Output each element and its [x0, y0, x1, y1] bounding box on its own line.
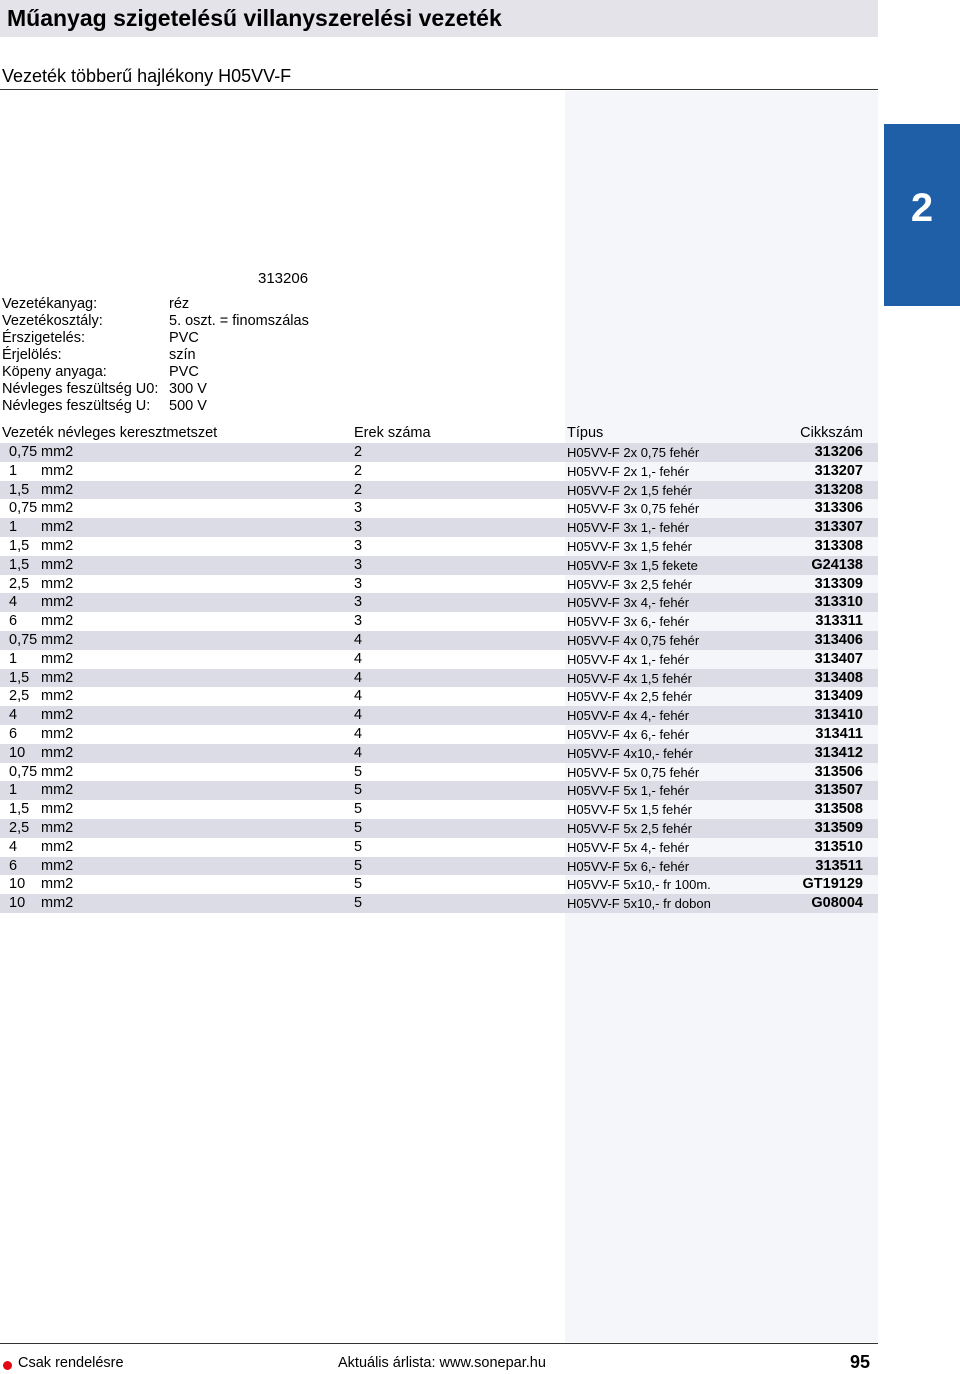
cell-code: 313411	[815, 725, 863, 742]
footer-order-note: Csak rendelésre	[18, 1355, 124, 1371]
cell-cores: 4	[354, 669, 363, 686]
cell-cores: 3	[354, 594, 363, 611]
cell-size: 6	[9, 725, 18, 742]
cell-unit: mm2	[41, 688, 74, 705]
cell-size: 6	[9, 857, 18, 874]
cell-size: 0,75	[9, 500, 38, 517]
cell-size: 4	[9, 594, 18, 611]
cell-code: 313408	[814, 669, 863, 686]
cell-size: 0,75	[9, 631, 38, 648]
cell-cores: 4	[354, 688, 363, 705]
cell-type: H05VV-F 5x10,- fr 100m.	[567, 877, 711, 893]
cell-size: 4	[9, 838, 18, 855]
cell-type: H05VV-F 3x 1,5 fehér	[567, 538, 693, 554]
cell-cores: 4	[354, 744, 363, 761]
table-row	[0, 763, 878, 782]
header-cores: Erek száma	[354, 425, 431, 441]
cell-size: 2,5	[9, 819, 30, 836]
table-row	[0, 556, 878, 575]
cell-code: 313410	[814, 707, 863, 724]
cell-unit: mm2	[41, 725, 74, 742]
table-row	[0, 575, 878, 594]
spec-label: Névleges feszültség U0:	[2, 381, 159, 397]
spec-label: Vezetékanyag:	[2, 296, 98, 312]
cell-cores: 4	[354, 650, 363, 667]
spec-row	[2, 347, 309, 364]
cell-cores: 5	[354, 782, 363, 799]
cell-code: 313308	[814, 537, 863, 554]
table-row	[0, 443, 878, 462]
cell-type: H05VV-F 2x 1,5 fehér	[567, 482, 693, 498]
order-only-dot-icon	[3, 1361, 12, 1370]
cell-cores: 5	[354, 819, 363, 836]
cell-code: G24138	[811, 556, 863, 573]
cell-cores: 4	[354, 631, 363, 648]
cell-type: H05VV-F 5x 0,75 fehér	[567, 764, 700, 780]
cell-cores: 3	[354, 500, 363, 517]
cell-type: H05VV-F 4x10,- fehér	[567, 745, 693, 761]
spec-label: Köpeny anyaga:	[2, 364, 107, 380]
cell-type: H05VV-F 3x 1,- fehér	[567, 520, 690, 536]
cell-code: 313509	[814, 819, 863, 836]
table-header	[0, 425, 878, 443]
header-code: Cikkszám	[800, 425, 863, 441]
cell-unit: mm2	[41, 575, 74, 592]
cell-code: 313306	[814, 500, 863, 517]
cell-type: H05VV-F 4x 1,- fehér	[567, 651, 690, 667]
page-title: Műanyag szigetelésű villanyszerelési vezeték	[7, 5, 502, 31]
table-row	[0, 612, 878, 631]
table-row	[0, 706, 878, 725]
cell-code: 313309	[814, 575, 863, 592]
cell-cores: 3	[354, 556, 363, 573]
table-row	[0, 725, 878, 744]
table-row	[0, 894, 878, 913]
cell-unit: mm2	[41, 895, 74, 912]
cell-cores: 3	[354, 613, 363, 630]
chapter-tab[interactable]	[884, 124, 960, 306]
spec-row	[2, 330, 309, 347]
footer-price-list[interactable]: Aktuális árlista: www.sonepar.hu	[338, 1355, 546, 1371]
cell-code: 313311	[815, 613, 863, 630]
cell-code: 313510	[814, 838, 863, 855]
table-row	[0, 518, 878, 537]
spec-row	[2, 296, 309, 313]
cell-unit: mm2	[41, 650, 74, 667]
cell-unit: mm2	[41, 707, 74, 724]
table-row	[0, 857, 878, 876]
cell-unit: mm2	[41, 763, 74, 780]
cell-cores: 5	[354, 763, 363, 780]
cell-code: 313406	[814, 631, 863, 648]
cell-type: H05VV-F 3x 6,- fehér	[567, 614, 690, 630]
cell-type: H05VV-F 5x10,- fr dobon	[567, 896, 711, 912]
cell-unit: mm2	[41, 631, 74, 648]
cell-unit: mm2	[41, 782, 74, 799]
footer-divider	[0, 1343, 878, 1344]
cell-unit: mm2	[41, 669, 74, 686]
cell-size: 1	[9, 519, 18, 536]
cell-cores: 3	[354, 537, 363, 554]
cell-size: 0,75	[9, 444, 38, 460]
cell-type: H05VV-F 5x 6,- fehér	[567, 858, 690, 874]
cell-unit: mm2	[41, 744, 74, 761]
cell-cores: 2	[354, 481, 363, 498]
table-row	[0, 819, 878, 838]
spec-row	[2, 313, 309, 330]
spec-value: 5. oszt. = finomszálas	[169, 313, 309, 329]
cell-size: 10	[9, 876, 26, 893]
cell-unit: mm2	[41, 594, 74, 611]
table-row	[0, 499, 878, 518]
cell-type: H05VV-F 3x 0,75 fehér	[567, 501, 700, 517]
cell-type: H05VV-F 5x 2,5 fehér	[567, 820, 693, 836]
spec-value: réz	[169, 296, 190, 312]
cell-unit: mm2	[41, 857, 74, 874]
cell-cores: 5	[354, 857, 363, 874]
spec-label: Érszigetelés:	[2, 330, 86, 346]
cell-unit: mm2	[41, 876, 74, 893]
cell-cores: 5	[354, 838, 363, 855]
cell-unit: mm2	[41, 481, 74, 498]
table-row	[0, 687, 878, 706]
table-row	[0, 593, 878, 612]
table-row	[0, 800, 878, 819]
cell-size: 1,5	[9, 556, 30, 573]
table-row	[0, 781, 878, 800]
cell-type: H05VV-F 2x 0,75 fehér	[567, 445, 700, 460]
cell-type: H05VV-F 3x 4,- fehér	[567, 595, 690, 611]
cell-unit: mm2	[41, 801, 74, 818]
header-type: Típus	[567, 425, 604, 441]
cell-cores: 5	[354, 801, 363, 818]
cell-unit: mm2	[41, 556, 74, 573]
cell-type: H05VV-F 4x 0,75 fehér	[567, 632, 700, 648]
cell-size: 2,5	[9, 688, 30, 705]
cell-type: H05VV-F 5x 1,5 fehér	[567, 802, 693, 818]
cell-cores: 3	[354, 575, 363, 592]
cell-cores: 5	[354, 895, 363, 912]
cell-code: 313511	[815, 857, 863, 874]
page-number: 95	[850, 1352, 871, 1372]
cell-type: H05VV-F 4x 2,5 fehér	[567, 689, 693, 705]
table-row	[0, 481, 878, 500]
cell-cores: 5	[354, 876, 363, 893]
table-row	[0, 462, 878, 481]
cell-type: H05VV-F 2x 1,- fehér	[567, 463, 690, 479]
cell-unit: mm2	[41, 500, 74, 517]
cell-size: 4	[9, 707, 18, 724]
spec-label: Érjelölés:	[2, 347, 62, 363]
cell-type: H05VV-F 3x 1,5 fekete	[567, 557, 698, 573]
cell-unit: mm2	[41, 819, 74, 836]
cell-type: H05VV-F 5x 1,- fehér	[567, 783, 690, 799]
table-row	[0, 631, 878, 650]
cell-code: 313207	[814, 462, 863, 479]
cell-type: H05VV-F 4x 4,- fehér	[567, 708, 690, 724]
cell-size: 1,5	[9, 537, 30, 554]
cell-size: 1	[9, 650, 18, 667]
spec-value: 300 V	[169, 381, 207, 397]
cell-unit: mm2	[41, 613, 74, 630]
cell-code: G08004	[811, 895, 863, 912]
cell-type: H05VV-F 4x 1,5 fehér	[567, 670, 693, 686]
cell-size: 0,75	[9, 763, 38, 780]
subtitle-divider	[0, 89, 878, 90]
spec-value: szín	[169, 347, 196, 363]
spec-list	[2, 296, 309, 415]
spec-label: Vezetékosztály:	[2, 313, 103, 329]
cell-size: 10	[9, 744, 26, 761]
cell-code: 313506	[814, 763, 863, 780]
cell-code: 313412	[814, 744, 863, 761]
section-subtitle: Vezeték többerű hajlékony H05VV-F	[2, 66, 292, 86]
spec-value: PVC	[169, 330, 199, 346]
cell-code: 313206	[814, 444, 863, 460]
cell-size: 1	[9, 462, 18, 479]
cell-cores: 4	[354, 707, 363, 724]
table-row	[0, 744, 878, 763]
cell-code: 313310	[814, 594, 863, 611]
table-row	[0, 875, 878, 894]
header-size: Vezeték névleges keresztmetszet	[2, 425, 218, 441]
spec-row	[2, 381, 309, 398]
table-row	[0, 838, 878, 857]
cell-size: 1,5	[9, 481, 30, 498]
table-row	[0, 650, 878, 669]
cell-cores: 2	[354, 444, 363, 460]
cell-code: 313507	[814, 782, 863, 799]
spec-label: Névleges feszültség U:	[2, 398, 151, 414]
product-table	[0, 443, 878, 913]
spec-row	[2, 398, 309, 415]
cell-code: GT19129	[802, 876, 863, 893]
cell-cores: 3	[354, 519, 363, 536]
cell-code: 313208	[814, 481, 863, 498]
table-row	[0, 669, 878, 688]
cell-unit: mm2	[41, 519, 74, 536]
cell-size: 2,5	[9, 575, 30, 592]
cell-size: 1,5	[9, 669, 30, 686]
spec-row	[2, 364, 309, 381]
cell-code: 313409	[814, 688, 863, 705]
cell-unit: mm2	[41, 462, 74, 479]
cell-code: 313307	[814, 519, 863, 536]
cell-code: 313508	[814, 801, 863, 818]
cell-unit: mm2	[41, 838, 74, 855]
cell-type: H05VV-F 4x 6,- fehér	[567, 726, 690, 742]
cell-size: 6	[9, 613, 18, 630]
cell-unit: mm2	[41, 537, 74, 554]
cell-size: 10	[9, 895, 26, 912]
chapter-tab-number: 2	[910, 186, 934, 230]
cell-cores: 4	[354, 725, 363, 742]
cell-unit: mm2	[41, 444, 74, 460]
cell-size: 1,5	[9, 801, 30, 818]
spec-value: 500 V	[169, 398, 207, 414]
spec-value: PVC	[169, 364, 199, 380]
cell-size: 1	[9, 782, 18, 799]
cell-type: H05VV-F 5x 4,- fehér	[567, 839, 690, 855]
cell-cores: 2	[354, 462, 363, 479]
cell-type: H05VV-F 3x 2,5 fehér	[567, 576, 693, 592]
cell-code: 313407	[814, 650, 863, 667]
title-bar	[0, 0, 878, 37]
product-code: 313206	[258, 270, 309, 287]
table-row	[0, 537, 878, 556]
